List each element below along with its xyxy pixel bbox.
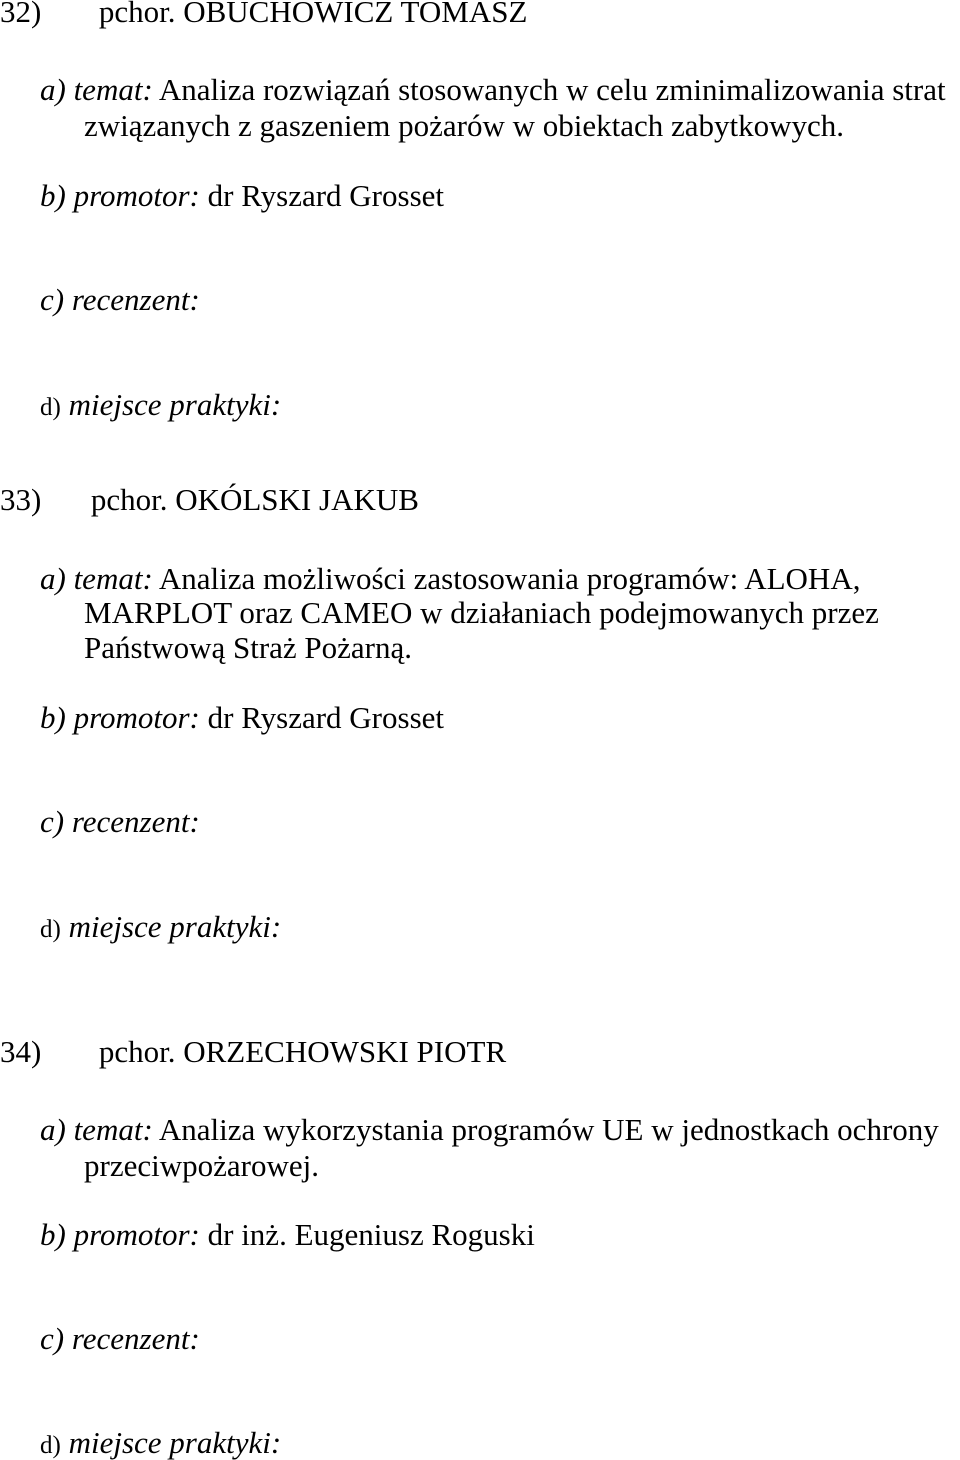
recenzent-label: c) recenzent:	[40, 282, 200, 317]
topic-line	[40, 563, 860, 594]
topic-line	[40, 74, 946, 105]
promotor-label: b) promotor:	[40, 1217, 200, 1252]
topic-text: Analiza możliwości zastosowania programów: ALOHA,	[158, 561, 861, 596]
entry-rank: pchor.	[98, 1034, 176, 1069]
topic-text: MARPLOT oraz CAMEO w działaniach podejmowanych przez	[84, 595, 879, 630]
entry-header	[0, 0, 527, 27]
miejsce-line	[40, 911, 281, 942]
topic-text: związanych z gaszeniem pożarów w obiektach zabytkowych.	[84, 108, 845, 143]
miejsce-label: miejsce praktyki:	[68, 387, 282, 422]
topic-line-continued	[84, 597, 879, 628]
entry-number: 32)	[0, 0, 42, 29]
topic-line-continued	[84, 110, 844, 141]
entry-number: 34)	[0, 1034, 42, 1069]
miejsce-label: miejsce praktyki:	[68, 909, 282, 944]
entry-rank: pchor.	[98, 0, 176, 29]
promotor-line	[40, 702, 444, 733]
entry-number: 33)	[0, 482, 42, 517]
topic-line	[40, 1114, 939, 1145]
miejsce-line	[40, 389, 281, 420]
miejsce-letter: d)	[40, 1432, 61, 1459]
promotor-line	[40, 1219, 535, 1250]
miejsce-line	[40, 1427, 281, 1458]
promotor-label: b) promotor:	[40, 178, 200, 213]
entry-name: OBUCHOWICZ TOMASZ	[183, 0, 528, 29]
recenzent-label: c) recenzent:	[40, 804, 200, 839]
topic-label: a) temat:	[40, 1112, 153, 1147]
topic-text: Analiza wykorzystania programów UE w jednostkach ochrony	[158, 1112, 939, 1147]
entry-header	[0, 484, 419, 515]
entry-name: OKÓLSKI JAKUB	[175, 482, 419, 517]
entry-name: ORZECHOWSKI PIOTR	[183, 1034, 507, 1069]
entry-rank: pchor.	[90, 482, 168, 517]
miejsce-letter: d)	[40, 394, 61, 421]
topic-line-continued	[84, 632, 412, 663]
promotor-label: b) promotor:	[40, 700, 200, 735]
topic-text: Państwową Straż Pożarną.	[84, 630, 412, 665]
topic-label: a) temat:	[40, 561, 153, 596]
miejsce-letter: d)	[40, 916, 61, 943]
promotor-name: dr Ryszard Grosset	[207, 178, 444, 213]
promotor-name: dr Ryszard Grosset	[207, 700, 444, 735]
promotor-name: dr inż. Eugeniusz Roguski	[207, 1217, 535, 1252]
topic-label: a) temat:	[40, 72, 153, 107]
recenzent-label: c) recenzent:	[40, 1321, 200, 1356]
entry-header	[0, 1036, 506, 1067]
recenzent-line	[40, 1323, 200, 1354]
promotor-line	[40, 180, 444, 211]
topic-text: Analiza rozwiązań stosowanych w celu zminimalizowania strat	[158, 72, 946, 107]
miejsce-label: miejsce praktyki:	[68, 1425, 282, 1460]
topic-text: przeciwpożarowej.	[84, 1148, 319, 1183]
topic-line-continued	[84, 1150, 319, 1181]
recenzent-line	[40, 806, 200, 837]
recenzent-line	[40, 284, 200, 315]
